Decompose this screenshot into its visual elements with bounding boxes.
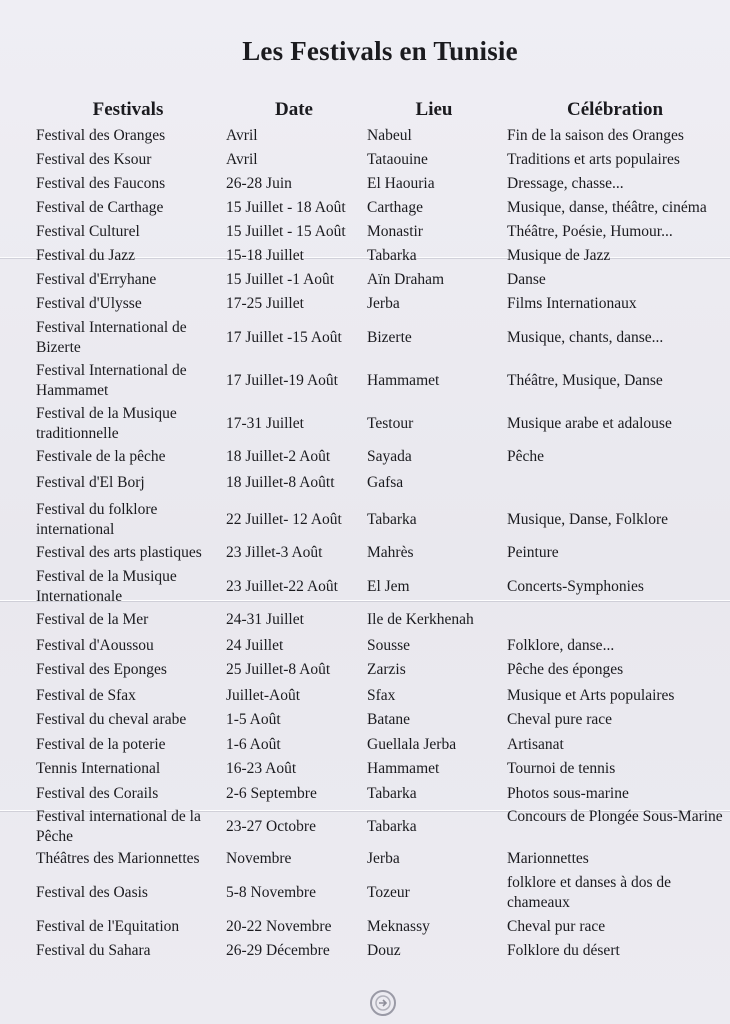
table-row (0, 361, 730, 401)
date-cell: 26-28 Juin (226, 175, 292, 192)
location-cell: El Haouria (367, 175, 435, 192)
festival-name-cell: Festival du cheval arabe (36, 711, 187, 728)
celebration-cell: Peinture (507, 544, 559, 561)
festival-name-cell: Festival des Eponges (36, 661, 167, 678)
date-cell: 17-25 Juillet (226, 295, 304, 312)
location-cell: Tozeur (367, 884, 410, 901)
location-cell: Nabeul (367, 127, 412, 144)
date-cell: 15 Juillet -1 Août (226, 271, 335, 288)
celebration-cell: Musique et Arts populaires (507, 687, 675, 704)
celebration-cell: Cheval pure race (507, 711, 612, 728)
date-cell: 24-31 Juillet (226, 611, 304, 628)
celebration-cell: Films Internationaux (507, 295, 637, 312)
date-cell: 5-8 Novembre (226, 884, 316, 901)
table-row (0, 849, 730, 869)
celebration-cell: Fin de la saison des Oranges (507, 127, 684, 144)
date-cell: 16-23 Août (226, 760, 297, 777)
date-cell: 1-6 Août (226, 736, 281, 753)
celebration-cell: Musique arabe et adalouse (507, 415, 672, 432)
table-row (0, 636, 730, 656)
location-cell: Hammamet (367, 372, 440, 389)
column-header-lieu: Lieu (415, 99, 453, 120)
celebration-cell: Artisanat (507, 736, 564, 753)
location-cell: Tabarka (367, 818, 417, 835)
festival-name-cell: Festival des Corails (36, 785, 159, 802)
date-cell: 25 Juillet-8 Août (226, 661, 331, 678)
celebration-cell: Musique, chants, danse... (507, 329, 664, 346)
festival-name-cell: Festival de la Musique traditionnelle (36, 405, 177, 442)
celebration-cell: Musique de Jazz (507, 247, 611, 264)
festival-name-cell: Festival de la Musique Internationale (36, 568, 177, 605)
location-cell: Tabarka (367, 785, 417, 802)
table-row (0, 174, 730, 194)
festival-name-cell: Festival de Carthage (36, 199, 164, 216)
celebration-cell: Concours de Plongée Sous-Marine (507, 808, 723, 825)
date-cell: 23-27 Octobre (226, 818, 316, 835)
festival-name-cell: Festival des Oasis (36, 884, 148, 901)
location-cell: Ile de Kerkhenah (367, 611, 474, 628)
festival-name-cell: Festival d'Erryhane (36, 271, 157, 288)
location-cell: Zarzis (367, 661, 406, 678)
celebration-cell: Théâtre, Musique, Danse (507, 372, 663, 389)
date-cell: 17 Juillet -15 Août (226, 329, 342, 346)
table-row (0, 294, 730, 314)
celebration-cell: Photos sous-marine (507, 785, 629, 802)
table-row (0, 873, 730, 913)
table-row (0, 473, 730, 493)
location-cell: El Jem (367, 578, 410, 595)
festival-name-cell: Festival des Oranges (36, 127, 166, 144)
table-row (0, 759, 730, 779)
table-row (0, 150, 730, 170)
location-cell: Sayada (367, 448, 412, 465)
table-row (0, 784, 730, 804)
celebration-cell: Danse (507, 271, 546, 288)
date-cell: 18 Juillet-2 Août (226, 448, 331, 465)
location-cell: Jerba (367, 850, 400, 867)
location-cell: Hammamet (367, 760, 440, 777)
table-row (0, 941, 730, 961)
location-cell: Batane (367, 711, 411, 728)
celebration-cell: Concerts-Symphonies (507, 578, 644, 595)
celebration-cell: Pêche des éponges (507, 661, 624, 678)
date-cell: 24 Juillet (226, 637, 284, 654)
table-row (0, 686, 730, 706)
table-row (0, 246, 730, 266)
date-cell: 23 Juillet-22 Août (226, 578, 338, 595)
table-row (0, 404, 730, 444)
column-header-festivals: Festivals (92, 99, 164, 120)
location-cell: Sfax (367, 687, 396, 704)
date-cell: 2-6 Septembre (226, 785, 317, 802)
column-header-celebration: Célébration (566, 99, 664, 120)
festival-name-cell: Festival international de la Pêche (36, 808, 201, 845)
table-row (0, 222, 730, 242)
festival-name-cell: Festival International de Bizerte (36, 319, 187, 356)
celebration-cell: Cheval pur race (507, 918, 606, 935)
celebration-cell: Musique, Danse, Folklore (507, 511, 669, 528)
celebration-cell: Marionnettes (507, 850, 589, 867)
location-cell: Tataouine (367, 151, 428, 168)
table-row (0, 567, 730, 607)
festival-name-cell: Festival d'Ulysse (36, 295, 142, 312)
date-cell: 17 Juillet-19 Août (226, 372, 338, 389)
table-row (0, 807, 730, 847)
table-row (0, 318, 730, 358)
location-cell: Testour (367, 415, 414, 432)
table-row (0, 500, 730, 540)
location-cell: Sousse (367, 637, 411, 654)
location-cell: Monastir (367, 223, 423, 240)
location-cell: Carthage (367, 199, 423, 216)
date-cell: 18 Juillet-8 Aoûtt (226, 474, 335, 491)
celebration-cell: Musique, danse, théâtre, cinéma (507, 199, 707, 216)
celebration-cell: Tournoi de tennis (507, 760, 616, 777)
festival-name-cell: Festival International de Hammamet (36, 362, 187, 399)
table-row (0, 543, 730, 563)
festival-name-cell: Festival de Sfax (36, 687, 136, 704)
festival-name-cell: Festival Culturel (36, 223, 140, 240)
festival-name-cell: Festival du folklore international (36, 501, 158, 538)
celebration-cell: Traditions et arts populaires (507, 151, 680, 168)
table-row (0, 610, 730, 630)
location-cell: Mahrès (367, 544, 414, 561)
date-cell: Novembre (226, 850, 292, 867)
table-row (0, 660, 730, 680)
festival-name-cell: Festival d'Aoussou (36, 637, 154, 654)
date-cell: Avril (226, 127, 258, 144)
date-cell: 22 Juillet- 12 Août (226, 511, 342, 528)
location-cell: Meknassy (367, 918, 430, 935)
festival-name-cell: Festival des Faucons (36, 175, 166, 192)
celebration-cell: Folklore, danse... (507, 637, 615, 654)
date-cell: 15 Juillet - 18 Août (226, 199, 346, 216)
date-cell: 26-29 Décembre (226, 942, 330, 959)
date-cell: 1-5 Août (226, 711, 281, 728)
festival-name-cell: Festival du Sahara (36, 942, 151, 959)
festival-name-cell: Festival du Jazz (36, 247, 136, 264)
festival-name-cell: Tennis International (36, 760, 161, 777)
date-cell: 23 Jillet-3 Août (226, 544, 323, 561)
date-cell: 15 Juillet - 15 Août (226, 223, 346, 240)
location-cell: Jerba (367, 295, 400, 312)
table-row (0, 710, 730, 730)
celebration-cell: folklore et danses à dos de chameaux (507, 874, 671, 911)
location-cell: Gafsa (367, 474, 404, 491)
location-cell: Douz (367, 942, 401, 959)
festival-name-cell: Festival de l'Equitation (36, 918, 180, 935)
location-cell: Bizerte (367, 329, 412, 346)
table-row (0, 198, 730, 218)
date-cell: Avril (226, 151, 258, 168)
circular-stamp-icon (368, 988, 398, 1018)
date-cell: 17-31 Juillet (226, 415, 304, 432)
date-cell: 15-18 Juillet (226, 247, 304, 264)
festival-name-cell: Festival de la poterie (36, 736, 166, 753)
festival-name-cell: Festivale de la pêche (36, 448, 166, 465)
date-cell: Juillet-Août (226, 687, 301, 704)
celebration-cell: Théâtre, Poésie, Humour... (507, 223, 673, 240)
celebration-cell: Dressage, chasse... (507, 175, 624, 192)
festival-name-cell: Théâtres des Marionnettes (36, 850, 200, 867)
festival-name-cell: Festival de la Mer (36, 611, 149, 628)
column-header-date: Date (275, 99, 313, 120)
table-row (0, 735, 730, 755)
location-cell: Guellala Jerba (367, 736, 457, 753)
table-row (0, 917, 730, 937)
table-row (0, 447, 730, 467)
table-row (0, 126, 730, 146)
date-cell: 20-22 Novembre (226, 918, 332, 935)
festival-name-cell: Festival des Ksour (36, 151, 152, 168)
location-cell: Tabarka (367, 511, 417, 528)
location-cell: Aïn Draham (367, 271, 445, 288)
celebration-cell: Folklore du désert (507, 942, 620, 959)
festival-name-cell: Festival des arts plastiques (36, 544, 202, 561)
festival-name-cell: Festival d'El Borj (36, 474, 145, 491)
celebration-cell: Pêche (507, 448, 545, 465)
table-row (0, 270, 730, 290)
page-title: Les Festivals en Tunisie (242, 36, 518, 66)
location-cell: Tabarka (367, 247, 417, 264)
